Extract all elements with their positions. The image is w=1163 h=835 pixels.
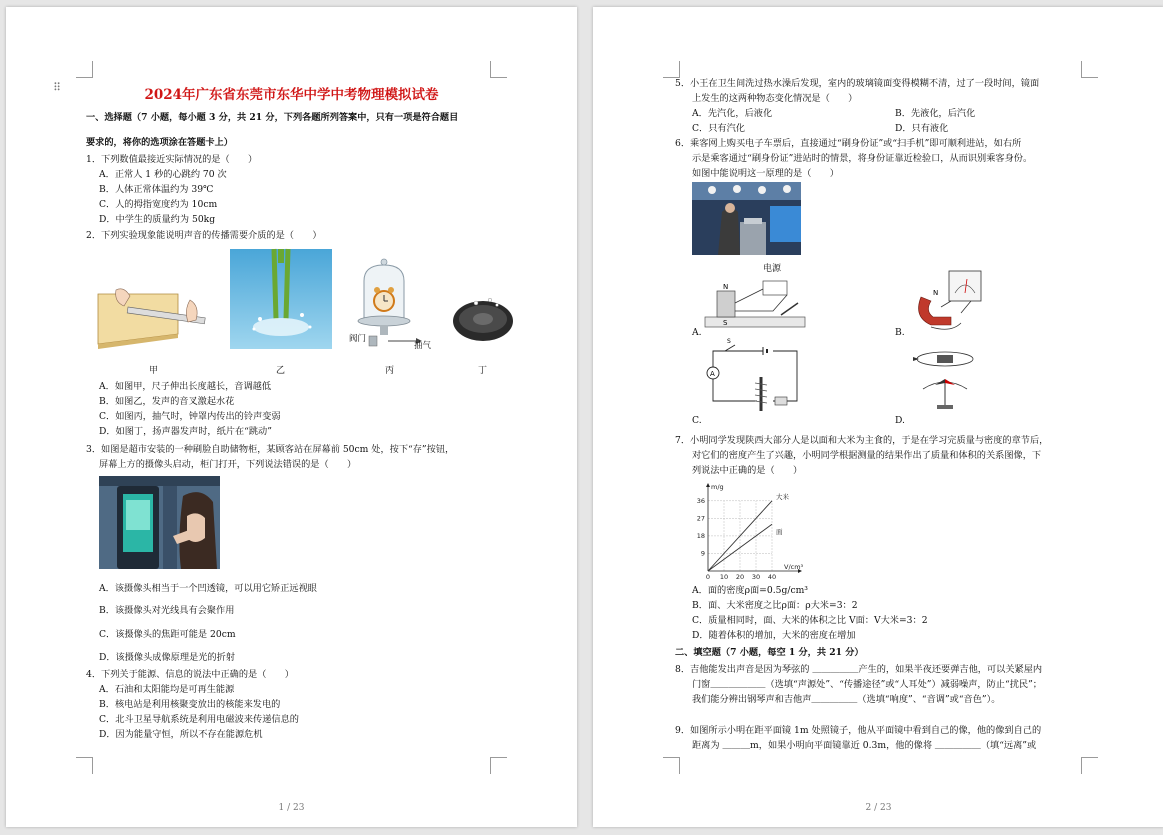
option: A．如图甲，尺子伸出长度越长，音调越低 [99, 381, 272, 392]
question-stem: 4．下列关于能源、信息的说法中正确的是（ ） [86, 669, 294, 680]
x-tick-label: 0 [705, 573, 711, 581]
page-corner-mark [490, 61, 507, 78]
figure-caption: 乙 [276, 366, 286, 376]
question-stem: 如图中能说明这一原理的是（ ） [692, 168, 839, 179]
option-label: A. [692, 327, 702, 338]
option: A．正常人 1 秒的心跳约 70 次 [99, 169, 227, 180]
mass-volume-chart [688, 479, 818, 583]
page-title: 2024年广东省东莞市东华中学中考物理模拟试卷 [144, 87, 439, 103]
option: D．随着体积的增加，大米的密度在增加 [692, 630, 856, 641]
question-stem: 5．小王在卫生间洗过热水澡后发现，室内的玻璃镜面变得模糊不清，过了一段时间，镜面 [675, 78, 1040, 89]
loudspeaker-figure [450, 295, 516, 347]
option: C．该摄像头的焦距可能是 20cm [99, 629, 236, 640]
circuit-coil-figure [703, 338, 813, 415]
section-header: 二、填空题（7 小题，每空 1 分，共 21 分） [675, 647, 864, 658]
document-page-2 [593, 7, 1163, 827]
question-stem: 9．如图所示小明在距平面镜 1m 处照镜子，他从平面镜中看到自己的像，他的像到自己的 [675, 725, 1042, 736]
galvanometer-figure [911, 267, 991, 339]
option: D．中学生的质量约为 50kg [99, 214, 216, 225]
question-stem: 门窗＿＿＿＿＿＿（选填“声源处”、“传播途径”或“人耳处”）减弱噪声，防止“扰民”； [692, 679, 1042, 690]
svg-text:S: S [727, 338, 731, 345]
compass-figure [911, 349, 981, 413]
page-corner-mark [663, 61, 680, 78]
option: B．该摄像头对光线具有会聚作用 [99, 605, 235, 616]
option: D．如图丁，扬声器发声时，纸片在“跳动” [99, 426, 272, 437]
question-stem: 示是乘客通过“刷身份证”进站时的情景，将身份证靠近检验口，从而识别乘客身份。 [692, 153, 1033, 164]
page-corner-mark [1081, 61, 1098, 78]
option: B．人体正常体温约为 39℃ [99, 184, 214, 195]
svg-text:A: A [710, 370, 715, 378]
option: D．只有液化 [895, 123, 949, 134]
motor-apparatus-figure [703, 275, 813, 333]
x-tick-label: 10 [719, 573, 729, 581]
figure-caption: 丙 [385, 366, 395, 376]
option: A．石油和太阳能均是可再生能源 [99, 684, 235, 695]
option: C．人的拇指宽度约为 10cm [99, 199, 218, 210]
section-header: 要求的，将你的选项涂在答题卡上） [86, 137, 233, 148]
x-tick-label: 30 [751, 573, 761, 581]
option: C．只有汽化 [692, 123, 745, 134]
figure-caption: 丁 [478, 366, 488, 376]
option: A．先汽化，后液化 [692, 108, 773, 119]
svg-text:N: N [933, 289, 939, 297]
option: C．质量相同时，面、大米的体积之比 V面：V大米=3：2 [692, 615, 928, 626]
question-stem: 列说法中正确的是（ ） [692, 465, 803, 476]
y-axis-arrow [706, 483, 710, 487]
option: B．核电站是利用核聚变放出的核能来发电的 [99, 699, 281, 710]
svg-text:N: N [723, 283, 729, 291]
option: A．面的密度ρ面=0.5g/cm³ [692, 585, 808, 596]
question-stem: 1．下列数值最接近实际情况的是（ ） [86, 154, 258, 165]
drag-handle-icon[interactable]: ⠿ [53, 81, 61, 94]
series-label: 大米 [776, 492, 789, 501]
question-stem: 3．如图是超市安装的一种刷脸自助储物柜，某顾客站在屏幕前 50cm 处，按下“存”按钮， [86, 444, 455, 455]
option: D．该摄像头成像原理是光的折射 [99, 652, 235, 663]
option: C．北斗卫星导航系统是利用电磁波来传递信息的 [99, 714, 299, 725]
x-axis-label: V/cm³ [784, 563, 804, 571]
y-tick-label: 18 [696, 531, 705, 540]
question-stem: 我们能分辨出钢琴声和吉他声＿＿＿＿＿（选填“响度”、“音调”或“音色”）。 [692, 694, 1001, 705]
valve-label: 阀门 [349, 334, 367, 344]
option: C．如图丙，抽气时，钟罩内传出的铃声变弱 [99, 411, 281, 422]
question-stem: 距离为 ＿＿＿m，如果小明向平面镜靠近 0.3m，他的像将 ＿＿＿＿＿（填“远离”或 [692, 740, 1037, 751]
x-tick-label: 40 [767, 573, 777, 581]
document-page-1 [6, 7, 577, 827]
y-axis-label: m/g [711, 483, 724, 491]
option: B．先液化，后汽化 [895, 108, 976, 119]
section-header: 一、选择题（7 小题，每小题 3 分，共 21 分，下列各题所列答案中，只有一项是符合题目 [86, 112, 459, 123]
question-stem: 对它们的密度产生了兴趣，小明同学根据测量的结果作出了质量和体积的关系图像，下 [692, 450, 1042, 461]
y-tick-label: 27 [696, 514, 705, 523]
option-label: C. [692, 415, 702, 426]
x-tick-label: 20 [735, 573, 745, 581]
question-stem: 上发生的这两种物态变化情况是（ ） [692, 93, 858, 104]
option-label: B. [895, 327, 905, 338]
option: B．面、大米密度之比ρ面：ρ大米=3：2 [692, 600, 858, 611]
page-corner-mark [76, 61, 93, 78]
y-tick-label: 9 [700, 549, 705, 558]
y-tick-label: 36 [696, 496, 705, 505]
station-gate-photo [692, 182, 801, 255]
page-corner-mark [490, 757, 507, 774]
option: A．该摄像头相当于一个凹透镜，可以用它矫正远视眼 [99, 583, 317, 594]
option: B．如图乙，发声的音叉激起水花 [99, 396, 235, 407]
option: D．因为能量守恒，所以不存在能源危机 [99, 729, 263, 740]
figure-caption: 甲 [149, 366, 159, 376]
question-stem: 2．下列实验现象能说明声音的传播需要介质的是（ ） [86, 230, 322, 241]
question-stem: 6．乘客网上购买电子车票后，直接通过“刷身份证”或“扫手机”即可顺利进站，如右所 [675, 138, 1022, 149]
page-corner-mark [1081, 757, 1098, 774]
page-corner-mark [663, 757, 680, 774]
ruler-table-figure [98, 282, 223, 352]
face-scan-locker-photo [99, 476, 220, 569]
svg-text:S: S [723, 319, 728, 327]
page-corner-mark [76, 757, 93, 774]
pump-label: 抽气 [414, 341, 432, 351]
series-label: 面 [776, 528, 783, 537]
tuning-fork-water-figure [230, 249, 332, 349]
question-stem: 屏幕上方的摄像头启动，柜门打开，下列说法错误的是（ ） [99, 459, 357, 470]
page-number: 2 / 23 [865, 803, 892, 813]
option-label: D. [895, 415, 905, 426]
power-label: 电源 [763, 264, 782, 274]
question-stem: 7．小明同学发现陕西大部分人是以面和大米为主食的，于是在学习完质量与密度的章节后， [675, 435, 1049, 446]
page-number: 1 / 23 [278, 803, 305, 813]
question-stem: 8．吉他能发出声音是因为琴弦的 ＿＿＿＿＿产生的，如果半夜还要弹吉他，可以关紧屋内 [675, 664, 1043, 675]
